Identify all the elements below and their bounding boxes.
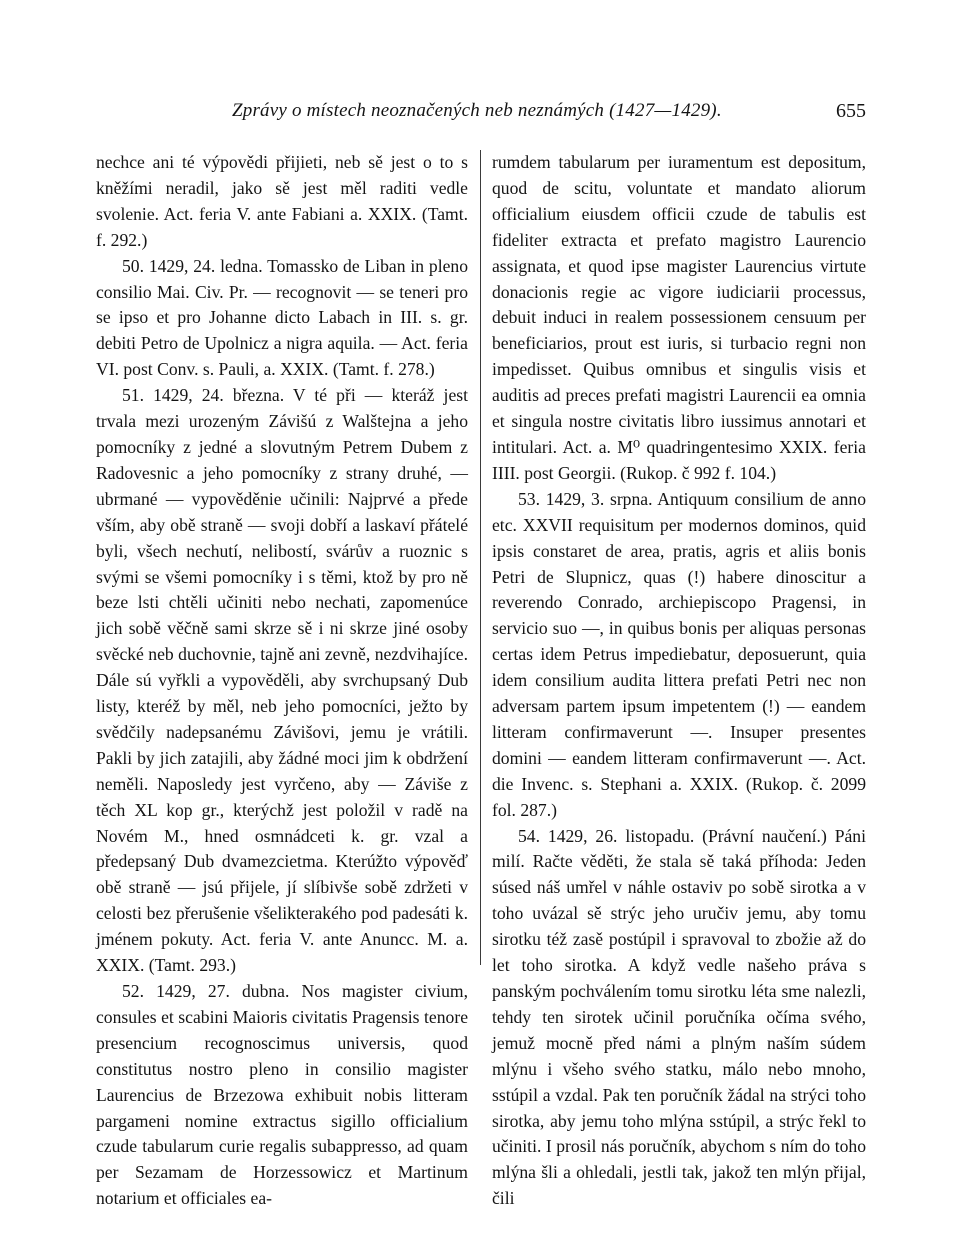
entry-53: 53. 1429, 3. srpna. Antiquum consilium de anno etc. XXVII requisitum per modernos dominos, quid ipsis constaret de area, pratis, agris et aliis bonis Petri de Slupnicz, quas (!) habere dinoscitur a reverendo Conrado, archiepiscopo Pragensi, in servicio suo —, in quibus bonis per aliquas personas certas idem Petrus impediebatur, deposuerunt, quia idem consilium audita littera prefati Petri nec non adversam partem ipsum impetentem (!) — eandem litteram confirmaverunt —. Insuper presentes domini — eandem litteram confirmaverunt —. Act. die Invenc. s. Stephani a. XXIX. (Rukop. č. 2099 fol. 287.) <box>492 488 866 820</box>
entry-50: 50. 1429, 24. ledna. Tomassko de Liban in pleno consilio Mai. Civ. Pr. — recognovit — se teneri pro se ipso et pro Johanne dicto Labach in III. s. gr. debiti Petro de Upolnicz a nigra aquila. — Act. feria VI. post Conv. s. Pauli, a. XXIX. (Tamt. f. 278.) <box>96 255 468 380</box>
entry-54: 54. 1429, 26. listopadu. (Právní naučení.) Páni milí. Račte věděti, že stala sě taká příhoda: Jeden súsed náš umřel v náhle ostaviv po sobě sirotka a v toho uvázal sě strýc jeho uručiv jemu, aby tomu sirotku též zasě postúpil i spravoval to zbožie až do let toho sirotka. A když vedle našeho práva s panským pochválením tomu sirotku léta sme nalezli, tehdy ten sirotek učinil poručníka očíma svého, jemuž mocně před námi a plným naším súdem mlýnu i všeho svého statku, málo nebo mnoho, sstúpil a vzdal. Pak ten poručník žádal na strýci toho sirotka, aby jemu toho mlýna sstúpil, a strýc řekl to učiniti. I prosil nás poručník, abychom s ním do toho mlýna šli a ohledali, jestli tak, jakož ten mlýn přijal, čili <box>492 825 866 1209</box>
page-header <box>96 100 866 134</box>
entry-51: 51. 1429, 24. března. V té při — kteráž jest trvala mezi urozeným Závišú z Walštejna a jeho pomocníky z jedné a slovutným Petrem Dubem z Radovesnic a jeho pomocníky z strany druhé, — ubrmané — vypověděnie učinili: Najprvé a přede vším, aby obě straně — svoji dobří a laskaví přátelé byli, všech nechutí, nelibostí, svárův a ruoznic s svými se všemi pomocníky i s těmi, ktož by pro ně beze lsti chtěli učiniti nebo nechati, zapomenúce jich sobě věčně sami skrze sě i ni skrze jiné osoby svěcké neb duchovnie, tajně ani zevně, nezdvihajíce. Dále sú vyřkli a vypověděli, aby svrchupsaný Dub listy, kteréž by měl, neb jeho pomocníci, ježto by svědčily nadepsanému Závišovi, jemu je vrátili. Pakli by jich zatajili, aby žádné moci jim k obdržení neměli. Naposledy jest vyrčeno, aby — Záviše z těch XL kop gr., kterýchž jest položil v radě na Novém M., hned osmnádceti k. gr. vzal a předepsaný Dub dvamezcietma. Kterúžto výpověď obě straně — jsú přijele, jí slíbivše sobě zdržeti v celosti bez přerušenie všelikterakého pod padesáti k. jménem pokuty. Act. feria V. ante Anuncc. M. a. XXIX. (Tamt. 293.) <box>96 385 468 976</box>
entry-52-continuation: rumdem tabularum per iuramentum est depositum, quod de scitu, voluntate et mandato aliorum officialium eiusdem officii czude de tabulis est fideliter extracta et prefato magistro Laurencio assignata, et quod ipse magister Laurencius virtute donacionis regie ac vigore iudiciarii processus, debuit induci in realem possessionem censuum per beneficiarios, prout est iuris, si turbacio regni non impedisset. Quibus omnibus et singulis visis et auditis ad preces prefati magistri Laurencii ea omnia et singula nostre civitatis libro iussimus annotari et intitulari. Act. a. M⁰ quadringentesimo XXIX. feria IIII. post Georgii. (Rukop. č 992 f. 104.) <box>492 152 866 483</box>
paragraph-continuation: nechce ani té výpovědi přijieti, neb sě jest o to s kněžími neradil, jako sě jest měl raditi vedle svolenie. Act. feria V. ante Fabiani a. XXIX. (Tamt. f. 292.) <box>96 152 468 250</box>
page-number: 655 <box>836 100 866 122</box>
running-title: Zprávy o místech neoznačených neb neznámých (1427—1429). <box>232 100 722 121</box>
column-divider <box>480 150 481 965</box>
left-column <box>96 150 468 1212</box>
entry-52: 52. 1429, 27. dubna. Nos magister civium, consules et scabini Maioris civitatis Pragensis tenore presencium recognoscimus universis, quod constitutus nostro pleno in consilio magister Laurencius de Brzezowa exhibuit nobis litteram pargameni nomine extractus sigillo officialium czude tabularum curie regalis subappresso, ad quam per Sezamam de Horzessowicz et Martinum notarium et officiales ea- <box>96 981 468 1209</box>
right-column <box>492 150 866 1212</box>
